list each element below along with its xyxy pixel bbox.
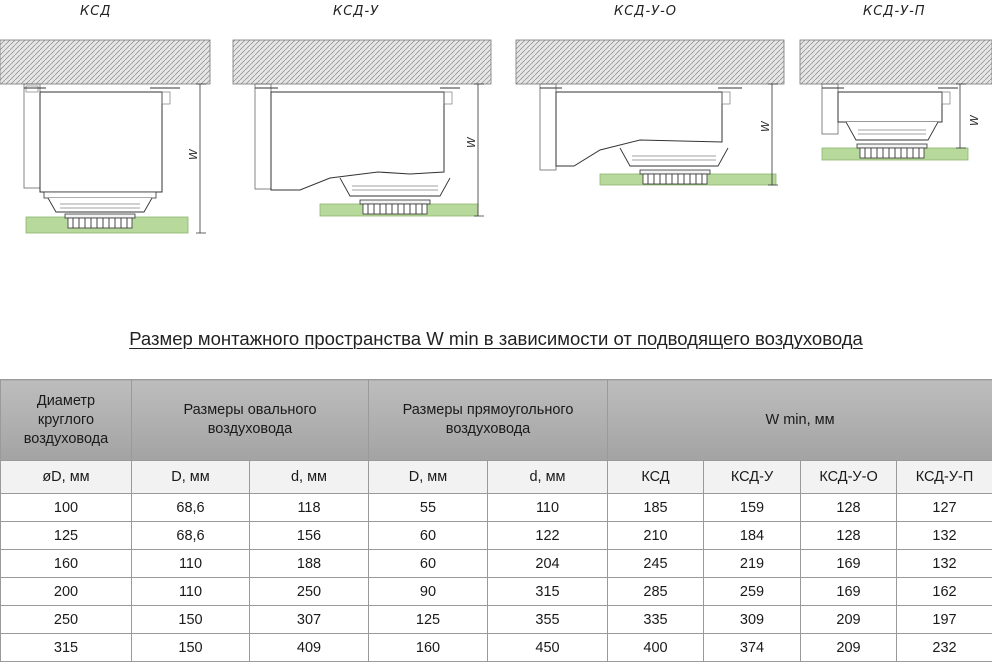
subheader-cell: D, мм	[132, 461, 250, 494]
table-cell: 250	[250, 578, 369, 606]
table-cell: 68,6	[132, 494, 250, 522]
table-cell: 127	[897, 494, 992, 522]
table-cell: 150	[132, 634, 250, 662]
table-row	[1, 634, 992, 662]
table-cell: 355	[488, 606, 608, 634]
header-oval-duct: Размеры овального воздуховода	[132, 380, 369, 461]
table-cell: 150	[132, 606, 250, 634]
table-cell: 90	[369, 578, 488, 606]
table-cell: 315	[1, 634, 132, 662]
table-cell: 68,6	[132, 522, 250, 550]
subheader-cell: D, мм	[369, 461, 488, 494]
table-cell: 250	[1, 606, 132, 634]
table-cell: 128	[801, 494, 897, 522]
table-cell: 210	[608, 522, 704, 550]
subheader-cell: d, мм	[488, 461, 608, 494]
table-row	[1, 578, 992, 606]
table-cell: 315	[488, 578, 608, 606]
section-title-text: Размер монтажного пространства W min в зависимости от подводящего воздуховода	[129, 328, 863, 349]
header-rect-duct: Размеры прямоугольного воздуховода	[369, 380, 608, 461]
table-cell: 309	[704, 606, 801, 634]
table-cell: 60	[369, 550, 488, 578]
table-cell: 188	[250, 550, 369, 578]
diagram-ksd-u-o	[516, 40, 784, 185]
diagram-label-ksd-u-o: КСД-У-О	[614, 4, 677, 19]
subheader-cell: КСД	[608, 461, 704, 494]
table-cell: 118	[250, 494, 369, 522]
table-cell: 110	[132, 578, 250, 606]
table-cell: 184	[704, 522, 801, 550]
table-cell: 110	[132, 550, 250, 578]
diagrams-drawing	[0, 0, 992, 300]
table-cell: 132	[897, 550, 992, 578]
w-label-4: W	[968, 115, 981, 126]
table-cell: 185	[608, 494, 704, 522]
diagram-ksd	[0, 40, 210, 233]
table-cell: 259	[704, 578, 801, 606]
diagram-label-ksd-u: КСД-У	[333, 4, 380, 19]
table-cell: 110	[488, 494, 608, 522]
table-cell: 219	[704, 550, 801, 578]
diagram-ksd-u	[233, 40, 491, 216]
table-cell: 128	[801, 522, 897, 550]
diagram-label-ksd-u-p: КСД-У-П	[863, 4, 926, 19]
w-label-2: W	[465, 137, 478, 148]
table-cell: 100	[1, 494, 132, 522]
table-cell: 285	[608, 578, 704, 606]
header-wmin: W min, мм	[608, 380, 992, 461]
table-cell: 245	[608, 550, 704, 578]
subheader-cell: КСД-У	[704, 461, 801, 494]
table-cell: 400	[608, 634, 704, 662]
table-cell: 169	[801, 550, 897, 578]
w-label-1: W	[187, 149, 200, 160]
diagram-label-ksd: КСД	[80, 4, 112, 19]
table-cell: 204	[488, 550, 608, 578]
table-cell: 450	[488, 634, 608, 662]
table-row	[1, 494, 992, 522]
table-cell: 307	[250, 606, 369, 634]
subheader-cell: КСД-У-О	[801, 461, 897, 494]
table-cell: 125	[369, 606, 488, 634]
w-label-3: W	[759, 121, 772, 132]
table-cell: 200	[1, 578, 132, 606]
table-cell: 197	[897, 606, 992, 634]
table-cell: 160	[369, 634, 488, 662]
table-cell: 232	[897, 634, 992, 662]
table-cell: 156	[250, 522, 369, 550]
table-cell: 169	[801, 578, 897, 606]
table-cell: 160	[1, 550, 132, 578]
table-cell: 132	[897, 522, 992, 550]
table-cell: 409	[250, 634, 369, 662]
table-row	[1, 606, 992, 634]
wmin-table	[0, 379, 992, 662]
table-cell: 55	[369, 494, 488, 522]
header-round-duct: Диаметр круглого воздуховода	[1, 380, 132, 461]
table-body	[1, 494, 992, 662]
table-row	[1, 550, 992, 578]
table-cell: 60	[369, 522, 488, 550]
subheader-cell: d, мм	[250, 461, 369, 494]
subheader-cell: КСД-У-П	[897, 461, 992, 494]
section-title	[0, 328, 992, 350]
subheader-cell: øD, мм	[1, 461, 132, 494]
table-cell: 159	[704, 494, 801, 522]
diagram-ksd-u-p	[800, 40, 992, 160]
table-cell: 162	[897, 578, 992, 606]
table-cell: 209	[801, 634, 897, 662]
table-cell: 125	[1, 522, 132, 550]
table-cell: 374	[704, 634, 801, 662]
table-row	[1, 522, 992, 550]
table-cell: 122	[488, 522, 608, 550]
table-cell: 209	[801, 606, 897, 634]
table-cell: 335	[608, 606, 704, 634]
